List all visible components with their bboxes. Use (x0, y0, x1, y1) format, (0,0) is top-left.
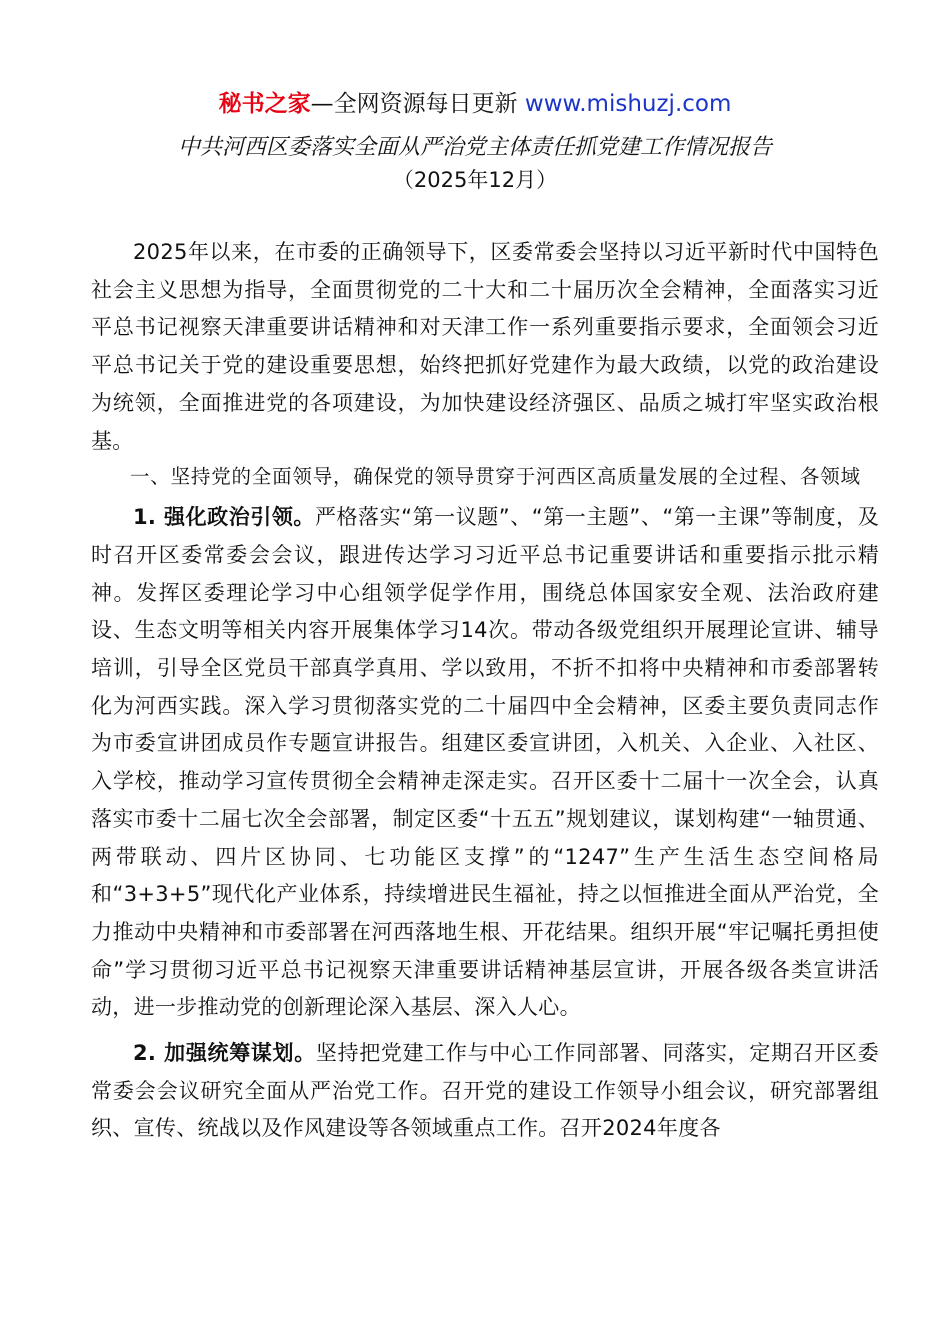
site-name: 秘书之家 (218, 91, 311, 117)
item-1-lead: 1. 强化政治引领。 (133, 505, 315, 530)
document-body (91, 234, 879, 1148)
item-2-text: 坚持把党建工作与中心工作同部署、同落实，定期召开区委常委会会议研究全面从严治党工作。召开党的建设工作领导小组会议，研究部署组织、宣传、统战以及作风建设等各领域重点工作。召开2024年度各 (91, 1041, 879, 1141)
intro-paragraph: 2025年以来，在市委的正确领导下，区委常委会坚持以习近平新时代中国特色社会主义思想为指导，全面贯彻党的二十大和二十届历次全会精神，全面落实习近平总书记视察天津重要讲话精神和对天津工作一系列重要指示要求，全面领会习近平总书记关于党的建设重要思想，始终把抓好党建作为最大政绩，以党的政治建设为统领，全面推进党的各项建设，为加快建设经济强区、品质之城打牢坚实政治根基。 (91, 240, 879, 453)
item-paragraph-1 (91, 499, 879, 1027)
document-date: （2025年12月） (392, 168, 558, 192)
site-banner (0, 88, 950, 120)
item-paragraph-2 (91, 1035, 879, 1148)
item-1-text: 严格落实“第一议题”、“第一主题”、“第一主课”等制度，及时召开区委常委会会议，跟进传达学习习近平总书记重要讲话和重要指示批示精神。发挥区委理论学习中心组领学促学作用，围绕总体国家安全观、法治政府建设、生态文明等相关内容开展集体学习14次。带动各级党组织开展理论宣讲、辅导培训，引导全区党员干部真学真用、学以致用，不折不扣将中央精神和市委部署转化为河西实践。深入学习贯彻落实党的二十届四中全会精神，区委主要负责同志作为市委宣讲团成员作专题宣讲报告。组建区委宣讲团，入机关、入企业、入社区、入学校，推动学习宣传贯彻全会精神走深走实。召开区委十二届十一次全会，认真落实市委十二届七次全会部署，制定区委“十五五”规划建议，谋划构建“一轴贯通、两带联动、四片区协同、七功能区支撑”的“1247”生产生活生态空间格局和“3+3+5”现代化产业体系，持续增进民生福祉，持之以恒推进全面从严治党，全力推动中央精神和市委部署在河西落地生根、开花结果。组织开展“牢记嘱托勇担使命”学习贯彻习近平总书记视察天津重要讲话精神基层宣讲，开展各级各类宣讲活动，进一步推动党的创新理论深入基层、深入人心。 (91, 505, 879, 1020)
item-2-lead: 2. 加强统筹谋划。 (133, 1041, 316, 1066)
site-url-link[interactable]: www.mishuzj.com (524, 91, 732, 117)
section-heading: 一、坚持党的全面领导，确保党的领导贯穿于河西区高质量发展的全过程、各领域 (130, 465, 861, 489)
document-title: 中共河西区委落实全面从严治党主体责任抓党建工作情况报告 (177, 135, 772, 160)
site-tagline: —全网资源每日更新 (310, 91, 525, 117)
